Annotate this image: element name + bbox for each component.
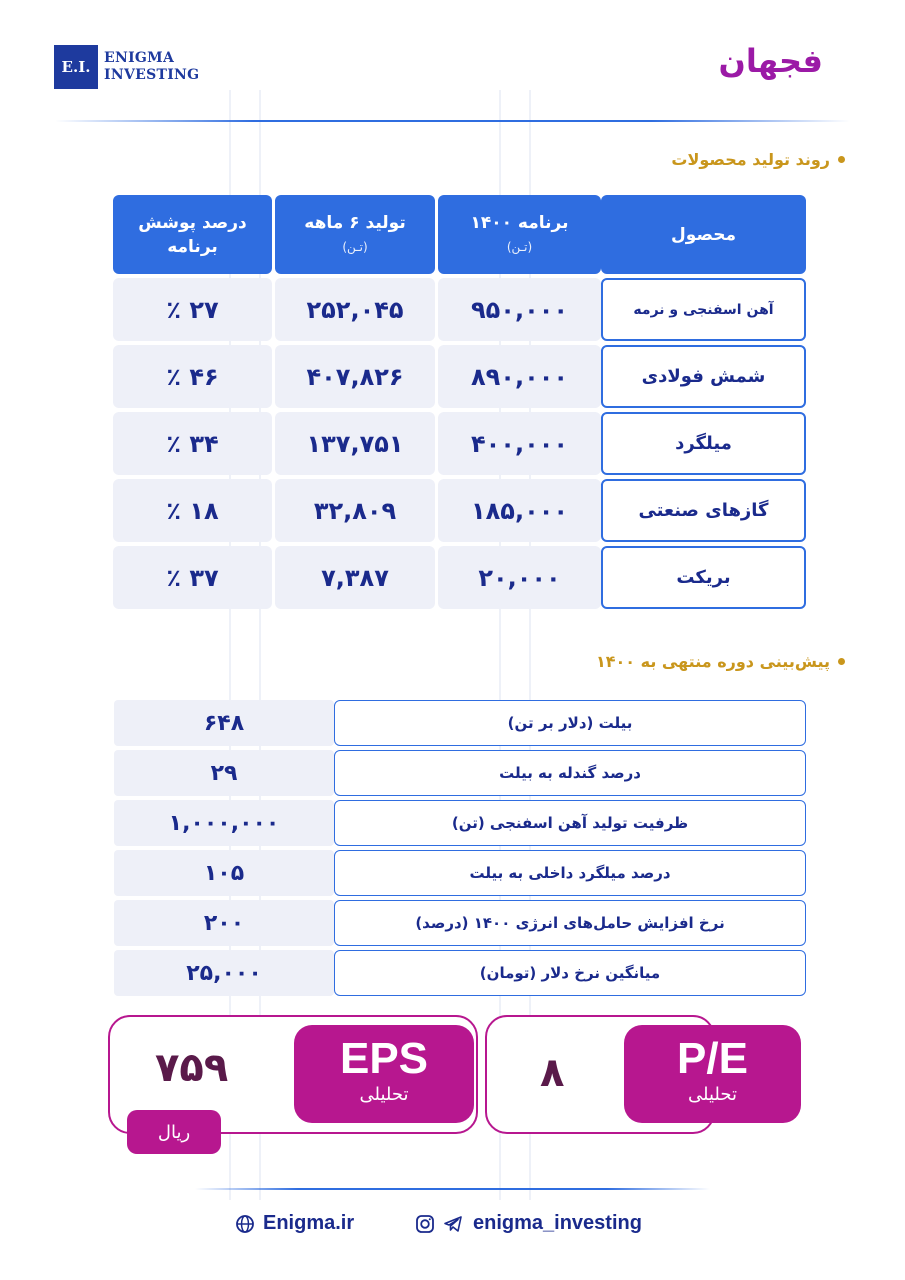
pe-badge	[624, 1025, 801, 1123]
product-name: بریکت	[601, 546, 806, 609]
header-six-month-unit: (تـن)	[342, 239, 368, 254]
coverage-value: ۱۸ ٪	[113, 479, 272, 542]
table-row	[110, 412, 806, 475]
header-plan	[438, 195, 601, 274]
forecast-row	[110, 900, 806, 946]
six-month-value: ۲۵۲,۰۴۵	[275, 278, 435, 341]
pe-label: P/E	[677, 1034, 748, 1083]
eps-value: ۷۵۹	[155, 1045, 229, 1091]
product-name: میلگرد	[601, 412, 806, 475]
pe-sub-label: تحلیلی	[688, 1084, 737, 1105]
header-six-month-label: تولید ۶ ماهه	[304, 212, 406, 233]
bottom-divider	[195, 1188, 710, 1190]
bullet-icon	[838, 658, 845, 665]
six-month-value: ۱۳۷,۷۵۱	[275, 412, 435, 475]
globe-icon	[235, 1214, 255, 1234]
section-heading-production	[671, 150, 845, 169]
table-row	[110, 345, 806, 408]
six-month-value: ۷,۳۸۷	[275, 546, 435, 609]
coverage-value: ۳۷ ٪	[113, 546, 272, 609]
eps-sub-label: تحلیلی	[359, 1084, 409, 1105]
brand-mark: E.I.	[54, 45, 98, 89]
plan-value: ۴۰۰,۰۰۰	[438, 412, 601, 475]
forecast-label: نرخ افزایش حامل‌های انرژی ۱۴۰۰ (درصد)	[334, 900, 806, 946]
header-plan-unit: (تـن)	[506, 239, 533, 254]
table-header-row	[110, 195, 806, 274]
pe-value: ۸	[540, 1050, 565, 1096]
footer-website[interactable]	[235, 1212, 354, 1235]
header-product	[601, 195, 806, 274]
forecast-value: ۱,۰۰۰,۰۰۰	[114, 800, 334, 846]
table-row	[110, 278, 806, 341]
plan-value: ۹۵۰,۰۰۰	[438, 278, 601, 341]
forecast-value: ۱۰۵	[114, 850, 334, 896]
forecast-value: ۲۹	[114, 750, 334, 796]
eps-unit-badge: ریال	[127, 1110, 221, 1154]
six-month-value: ۴۰۷,۸۲۶	[275, 345, 435, 408]
forecast-row	[110, 850, 806, 896]
top-divider	[55, 120, 850, 122]
eps-badge	[294, 1025, 474, 1123]
plan-value: ۱۸۵,۰۰۰	[438, 479, 601, 542]
coverage-value: ۴۶ ٪	[113, 345, 272, 408]
header-product-label: محصول	[671, 224, 736, 245]
plan-value: ۸۹۰,۰۰۰	[438, 345, 601, 408]
brand-logo	[54, 45, 199, 89]
product-name: آهن اسفنجی و نرمه	[601, 278, 806, 341]
forecast-row	[110, 700, 806, 746]
brand-line1: ENIGMA	[104, 50, 175, 66]
forecast-value: ۲۵,۰۰۰	[114, 950, 334, 996]
header-coverage-line1: درصد پوشش	[138, 212, 247, 233]
handle-text: enigma_investing	[473, 1212, 642, 1234]
forecast-row	[110, 950, 806, 996]
forecast-label: درصد میلگرد داخلی به بیلت	[334, 850, 806, 896]
header-plan-label: برنامه ۱۴۰۰	[470, 212, 569, 233]
plan-value: ۲۰,۰۰۰	[438, 546, 601, 609]
section-heading-forecast	[596, 652, 845, 671]
forecast-label: میانگین نرخ دلار (تومان)	[334, 950, 806, 996]
coverage-value: ۳۴ ٪	[113, 412, 272, 475]
forecast-label: درصد گندله به بیلت	[334, 750, 806, 796]
forecast-label: ظرفیت تولید آهن اسفنجی (تن)	[334, 800, 806, 846]
footer-social[interactable]	[415, 1212, 642, 1235]
header-coverage	[113, 195, 272, 274]
table-row	[110, 546, 806, 609]
website-text: Enigma.ir	[263, 1212, 355, 1234]
product-name: شمش فولادی	[601, 345, 806, 408]
forecast-value: ۶۴۸	[114, 700, 334, 746]
production-table	[110, 195, 806, 613]
eps-label: EPS	[339, 1034, 429, 1083]
header-coverage-line2: برنامه	[167, 236, 218, 257]
brand-name	[104, 50, 199, 84]
table-row	[110, 479, 806, 542]
brand-line2: INVESTING	[104, 67, 200, 83]
six-month-value: ۳۲,۸۰۹	[275, 479, 435, 542]
instagram-icon	[415, 1214, 435, 1234]
header-six-month	[275, 195, 435, 274]
forecast-row	[110, 750, 806, 796]
section-heading-text: روند تولید محصولات	[671, 150, 830, 169]
page-title: فجهان	[718, 42, 823, 80]
product-name: گازهای صنعتی	[601, 479, 806, 542]
telegram-icon	[443, 1214, 463, 1234]
section-heading-text: پیش‌بینی دوره منتهی به ۱۴۰۰	[596, 652, 830, 671]
forecast-row	[110, 800, 806, 846]
coverage-value: ۲۷ ٪	[113, 278, 272, 341]
bullet-icon	[838, 156, 845, 163]
forecast-label: بیلت (دلار بر تن)	[334, 700, 806, 746]
forecast-value: ۲۰۰	[114, 900, 334, 946]
forecast-table	[110, 700, 806, 1000]
